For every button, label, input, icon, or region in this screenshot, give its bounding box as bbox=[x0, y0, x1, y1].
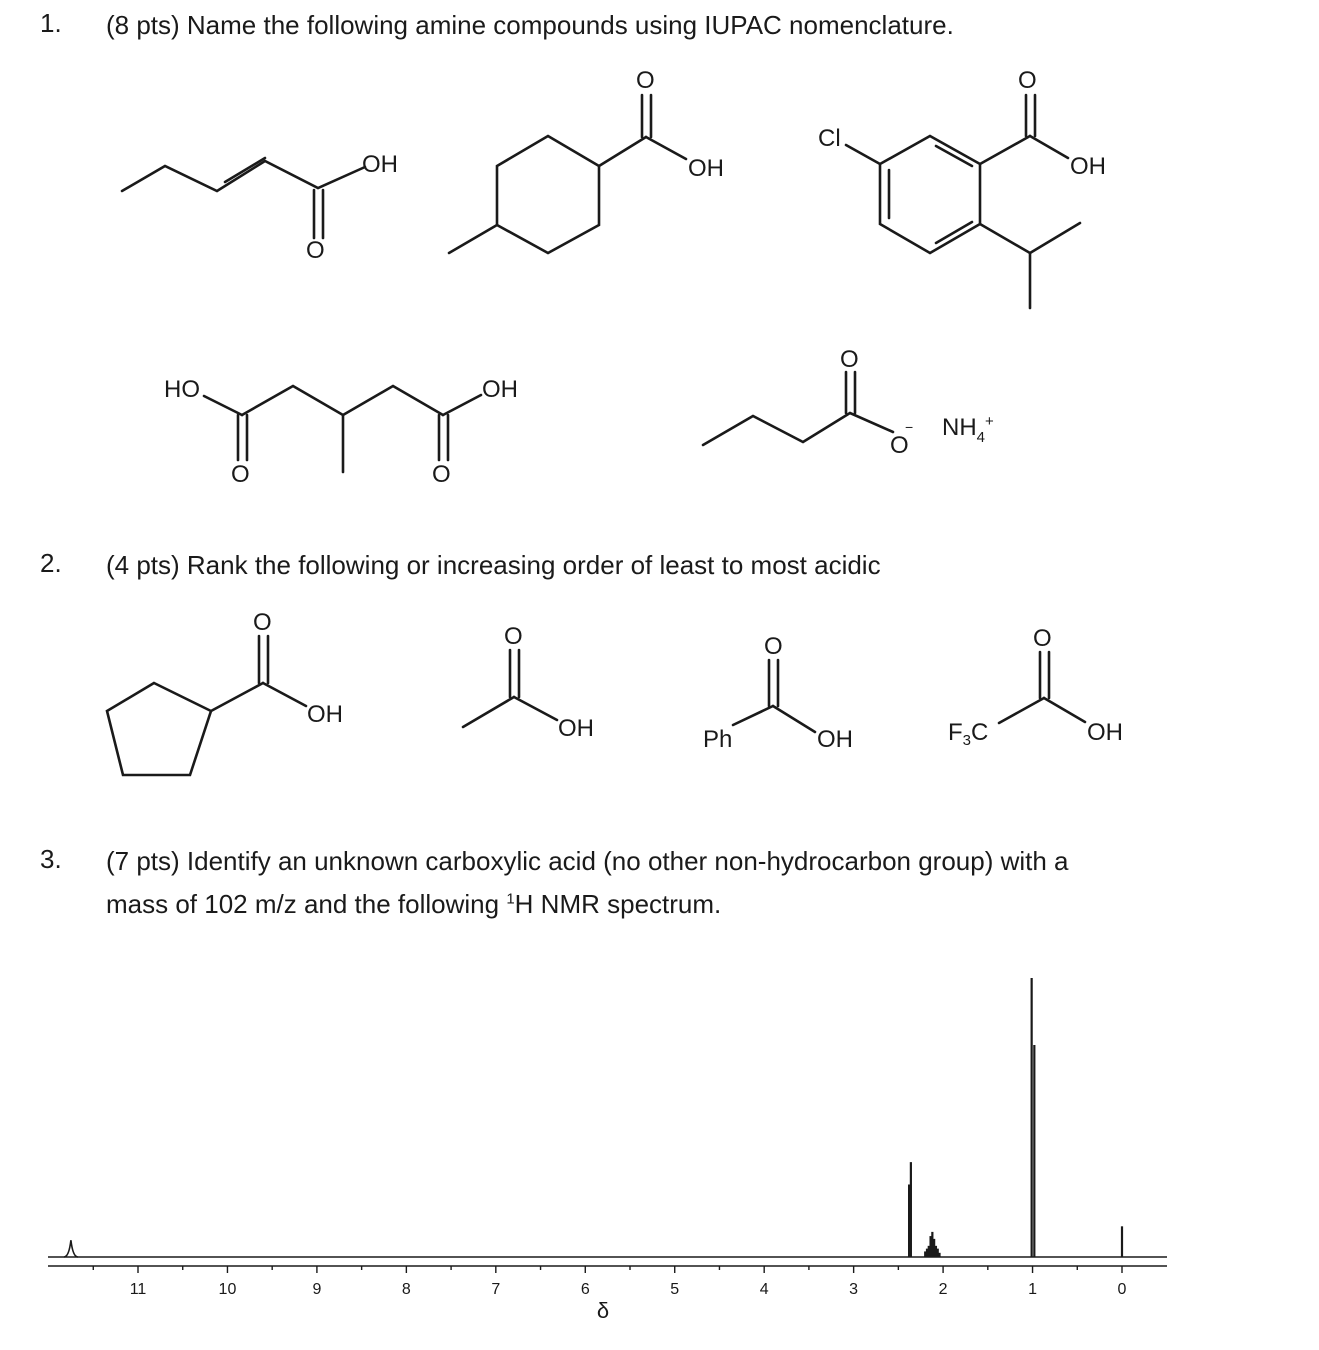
label-oh: OH bbox=[817, 726, 853, 753]
question-3-line2: mass of 102 m/z and the following $^1$H NMR spectrum. bbox=[106, 888, 722, 919]
tick-label: 11 bbox=[129, 1281, 147, 1298]
label-o: O bbox=[1018, 67, 1037, 94]
label-o: O bbox=[636, 67, 655, 94]
question-2-number: 2. bbox=[40, 548, 62, 578]
label-nh4: $NH_4^+$ bbox=[942, 413, 994, 446]
compound-pentenoic-acid bbox=[122, 151, 398, 264]
compound-methylcyclohexane-acid bbox=[449, 67, 724, 253]
label-cl: Cl bbox=[818, 125, 841, 152]
tick-label: 3 bbox=[849, 1281, 859, 1298]
superscript-1: 1 bbox=[506, 890, 515, 907]
label-oh: OH bbox=[482, 376, 518, 403]
tick-label: 8 bbox=[401, 1281, 411, 1298]
label-o: O bbox=[1033, 625, 1052, 652]
label-o: O bbox=[231, 461, 250, 488]
nmr-spectrum-chart bbox=[0, 930, 1319, 1350]
spectrum-peaks bbox=[64, 978, 1122, 1257]
label-o: O bbox=[432, 461, 451, 488]
question-1-number: 1. bbox=[40, 8, 62, 38]
question-3-line1: (7 pts) Identify an unknown carboxylic acid (no other non-hydrocarbon group) with a bbox=[106, 846, 1069, 876]
compound-phenylacetic-acid bbox=[703, 633, 853, 753]
label-oh: OH bbox=[362, 151, 398, 178]
label-o: O bbox=[840, 346, 859, 373]
label-o: O bbox=[253, 609, 272, 636]
label-o: O bbox=[504, 623, 523, 650]
tick-label: 9 bbox=[312, 1281, 322, 1298]
compound-chloro-isopropyl-benzoic-acid bbox=[818, 67, 1106, 308]
tick-label: 7 bbox=[491, 1281, 501, 1298]
tick-label: 6 bbox=[580, 1281, 590, 1298]
tick-label: 5 bbox=[670, 1281, 680, 1298]
question-2-text: (4 pts) Rank the following or increasing order of least to most acidic bbox=[106, 550, 881, 580]
compound-methylglutaric-acid bbox=[164, 376, 518, 488]
label-o-anion: O bbox=[890, 432, 909, 459]
label-minus: − bbox=[905, 419, 914, 435]
label-oh: OH bbox=[1087, 719, 1123, 746]
x-axis-label: δ bbox=[596, 1298, 610, 1323]
x-axis-ticks bbox=[93, 1266, 1126, 1298]
label-oh: OH bbox=[558, 715, 594, 742]
question-1-text: (8 pts) Name the following amine compounds using IUPAC nomenclature. bbox=[106, 10, 954, 40]
question-3-number: 3. bbox=[40, 844, 62, 874]
compound-trifluoro-acid bbox=[948, 625, 1123, 749]
tick-label: 4 bbox=[759, 1281, 769, 1298]
label-f3c: $F_3C$ bbox=[948, 719, 989, 749]
label-ho: HO bbox=[164, 376, 200, 403]
compound-ammonium-butanoate bbox=[703, 346, 994, 459]
label-oh: OH bbox=[688, 155, 724, 182]
label-oh: OH bbox=[307, 701, 343, 728]
label-ph: Ph bbox=[703, 726, 733, 753]
question-3-text bbox=[106, 842, 1069, 923]
tick-label: 1 bbox=[1028, 1281, 1037, 1298]
nmr-peak bbox=[64, 1240, 78, 1257]
compound-acetic-acid bbox=[463, 623, 594, 742]
label-o: O bbox=[764, 633, 783, 660]
tick-label: 10 bbox=[218, 1281, 237, 1298]
tick-label: 0 bbox=[1117, 1281, 1127, 1298]
label-oh: OH bbox=[1070, 153, 1106, 180]
label-o: O bbox=[306, 237, 325, 264]
compound-cyclopentane-acid bbox=[107, 609, 343, 775]
tick-label: 2 bbox=[938, 1281, 948, 1298]
